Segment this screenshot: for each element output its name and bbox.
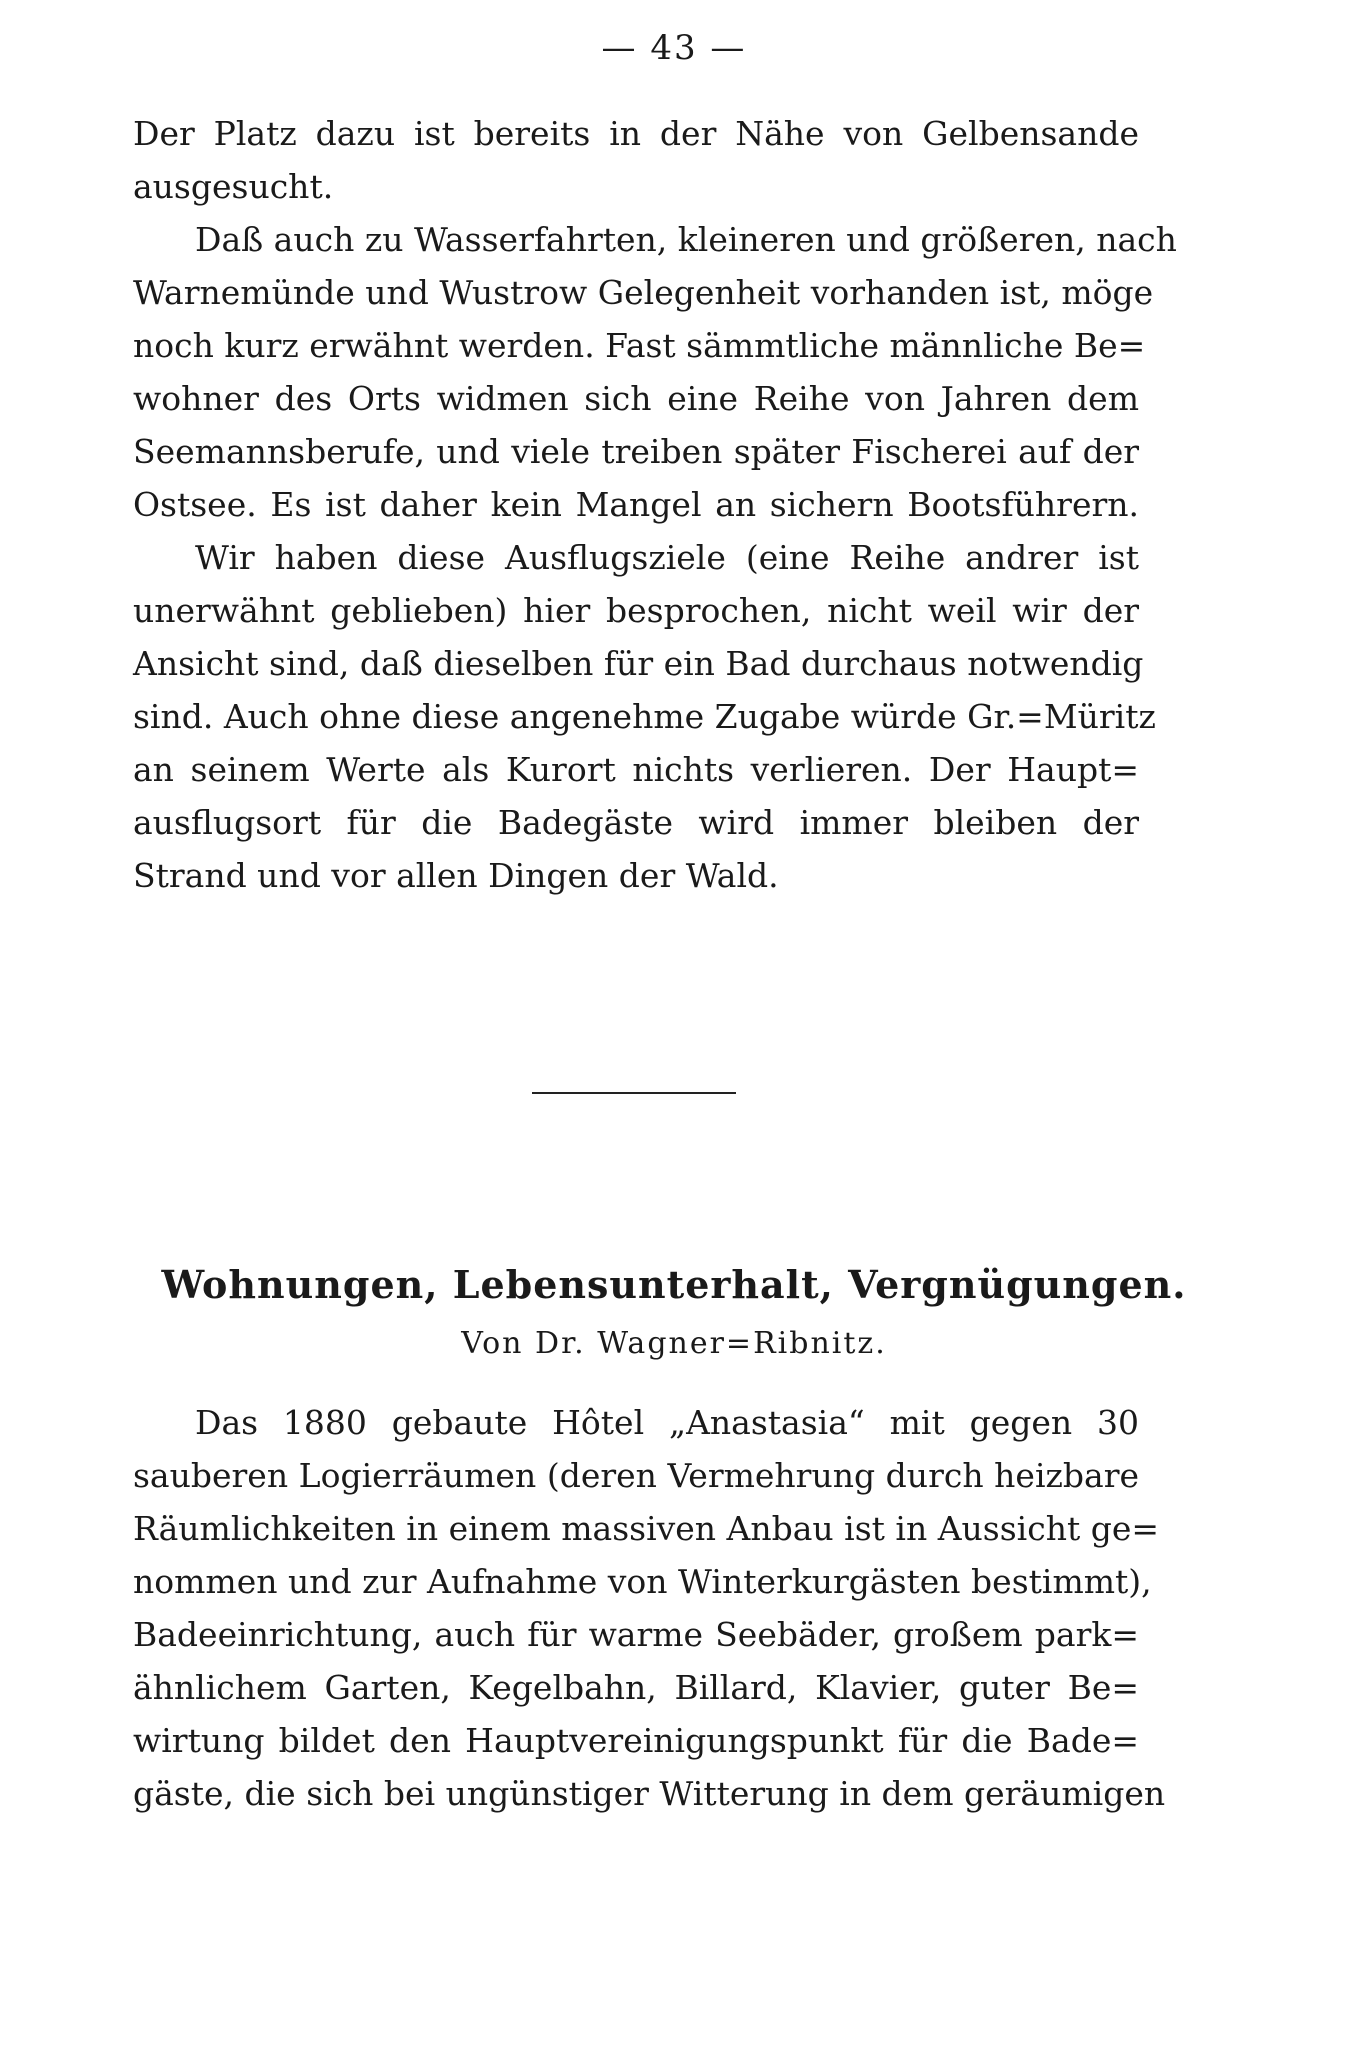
text-line: Ansicht sind, daß dieselben für ein Bad durchaus notwendig xyxy=(133,644,1144,683)
text-line: nommen und zur Aufnahme von Winterkurgästen bestimmt), xyxy=(133,1562,1152,1601)
author-byline: Von Dr. Wagner=Ribnitz. xyxy=(461,1326,887,1361)
text-block-lower xyxy=(133,1396,1166,1820)
text-line: ausflugsort für die Badegäste wird immer bleiben der xyxy=(133,803,1139,842)
section-title: Wohnungen, Lebensunterhalt, Vergnügungen. xyxy=(161,1262,1187,1307)
text-line: Wir haben diese Ausflugsziele (eine Reihe andrer ist xyxy=(195,538,1139,577)
text-line: Warnemünde und Wustrow Gelegenheit vorhanden ist, möge xyxy=(133,273,1154,312)
text-line: Badeeinrichtung, auch für warme Seebäder, großem park= xyxy=(133,1615,1139,1654)
text-line: ausgesucht. xyxy=(133,167,334,206)
text-line: an seinem Werte als Kurort nichts verlieren. Der Haupt= xyxy=(133,750,1139,789)
text-line: Strand und vor allen Dingen der Wald. xyxy=(133,856,779,895)
text-line: sind. Auch ohne diese angenehme Zugabe würde Gr.=Müritz xyxy=(133,697,1156,736)
text-line: wirtung bildet den Hauptvereinigungspunkt für die Bade= xyxy=(133,1721,1139,1760)
text-line: Das 1880 gebaute Hôtel „Anastasia“ mit gegen 30 xyxy=(195,1403,1139,1442)
text-line: Ostsee. Es ist daher kein Mangel an sichern Bootsführern. xyxy=(133,485,1139,524)
text-line: sauberen Logierräumen (deren Vermehrung durch heizbare xyxy=(133,1456,1139,1495)
text-line: Seemannsberufe, und viele treiben später Fischerei auf der xyxy=(133,432,1139,471)
text-line: Der Platz dazu ist bereits in der Nähe von Gelbensande xyxy=(133,114,1139,153)
text-line: noch kurz erwähnt werden. Fast sämmtliche männliche Be= xyxy=(133,326,1146,365)
text-line: unerwähnt geblieben) hier besprochen, nicht weil wir der xyxy=(133,591,1139,630)
text-line: Daß auch zu Wasserfahrten, kleineren und größeren, nach xyxy=(195,220,1177,259)
text-line: ähnlichem Garten, Kegelbahn, Billard, Klavier, guter Be= xyxy=(133,1668,1139,1707)
section-divider xyxy=(532,1092,736,1094)
text-block-upper xyxy=(133,107,1177,902)
text-line: Räumlichkeiten in einem massiven Anbau ist in Aussicht ge= xyxy=(133,1509,1159,1548)
page-number: — 43 — xyxy=(601,28,747,68)
text-line: gäste, die sich bei ungünstiger Witterung in dem geräumigen xyxy=(133,1774,1166,1813)
text-line: wohner des Orts widmen sich eine Reihe von Jahren dem xyxy=(133,379,1139,418)
